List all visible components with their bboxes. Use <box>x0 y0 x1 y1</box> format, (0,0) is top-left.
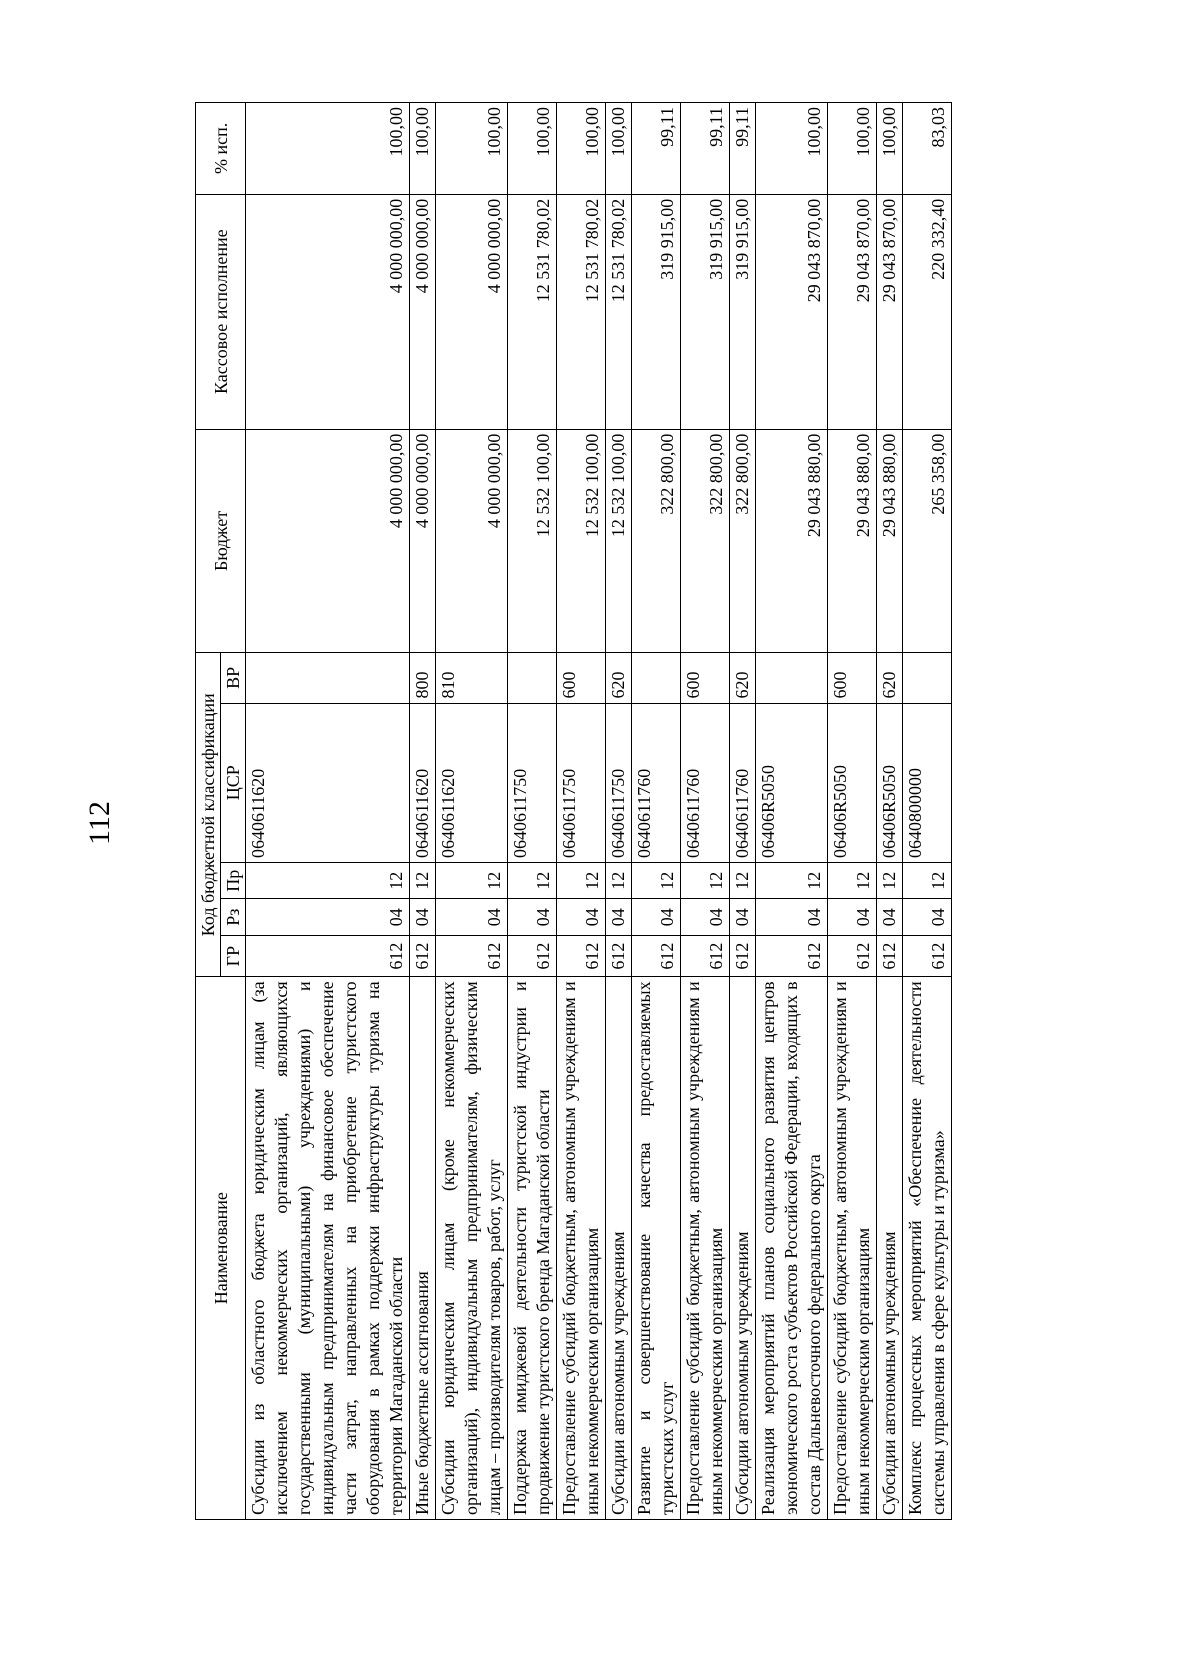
table-row <box>436 103 508 1520</box>
cell-cash: 319 915,00 <box>632 194 681 429</box>
table-row <box>606 103 632 1520</box>
cell-name: Предоставление субсидий бюджетным, автономным учреждениям и иным некоммерческим организациям <box>557 977 606 1520</box>
cell-pr: 12 <box>246 863 410 899</box>
cell-cash: 4 000 000,00 <box>410 194 436 429</box>
cell-vr: 810 <box>436 653 508 703</box>
header-gr: ГР <box>221 935 246 976</box>
cell-budget: 265 358,00 <box>903 429 952 653</box>
header-pr: Пр <box>221 863 246 899</box>
cell-budget: 29 043 880,00 <box>828 429 877 653</box>
cell-pct: 99,11 <box>730 103 756 195</box>
cell-vr: 620 <box>606 653 632 703</box>
header-budget: Бюджет <box>196 429 246 653</box>
cell-name: Субсидии автономным учреждениям <box>606 977 632 1520</box>
cell-rz: 04 <box>246 899 410 935</box>
table-row <box>730 103 756 1520</box>
cell-gr: 612 <box>828 935 877 976</box>
cell-csr: 0640611620 <box>436 703 508 863</box>
header-csr: ЦСР <box>221 703 246 863</box>
cell-rz: 04 <box>756 899 828 935</box>
table-row <box>246 103 410 1520</box>
cell-budget: 12 532 100,00 <box>606 429 632 653</box>
cell-name: Поддержка имиджевой деятельности туристской индустрии и продвижение туристского бренда Магаданской области <box>508 977 557 1520</box>
cell-rz: 04 <box>877 899 903 935</box>
cell-rz: 04 <box>436 899 508 935</box>
cell-budget: 12 532 100,00 <box>508 429 557 653</box>
cell-gr: 612 <box>903 935 952 976</box>
cell-gr: 612 <box>681 935 730 976</box>
cell-csr: 0640611760 <box>730 703 756 863</box>
cell-rz: 04 <box>828 899 877 935</box>
cell-name: Субсидии из областного бюджета юридическим лицам (за исключением некоммерческих организаций, являющихся государственными (муниципальными) учреждениями) и индивидуальным предпринимателям на финансовое обеспечение части затрат, направленных на приобретение туристского оборудования в рамках поддержки инфраструктуры туризма на территории Магаданской области <box>246 977 410 1520</box>
cell-pr: 12 <box>508 863 557 899</box>
cell-pr: 12 <box>606 863 632 899</box>
cell-name: Иные бюджетные ассигнования <box>410 977 436 1520</box>
cell-rz: 04 <box>557 899 606 935</box>
cell-gr: 612 <box>246 935 410 976</box>
table-row <box>877 103 903 1520</box>
cell-pct: 100,00 <box>436 103 508 195</box>
cell-csr: 0640611620 <box>246 703 410 863</box>
cell-budget: 29 043 880,00 <box>756 429 828 653</box>
cell-pct: 100,00 <box>410 103 436 195</box>
cell-name: Субсидии автономным учреждениям <box>877 977 903 1520</box>
cell-csr: 0640611750 <box>557 703 606 863</box>
cell-pr: 12 <box>632 863 681 899</box>
cell-rz: 04 <box>730 899 756 935</box>
table-row <box>557 103 606 1520</box>
table-row <box>410 103 436 1520</box>
cell-csr: 06406R5050 <box>756 703 828 863</box>
cell-csr: 0640800000 <box>903 703 952 863</box>
cell-gr: 612 <box>877 935 903 976</box>
cell-gr: 612 <box>508 935 557 976</box>
cell-vr: 800 <box>410 653 436 703</box>
cell-pr: 12 <box>756 863 828 899</box>
cell-name: Развитие и совершенствование качества предоставляемых туристских услуг <box>632 977 681 1520</box>
cell-rz: 04 <box>681 899 730 935</box>
cell-name: Предоставление субсидий бюджетным, автономным учреждениям и иным некоммерческим организациям <box>681 977 730 1520</box>
budget-table <box>195 102 952 1520</box>
cell-pr: 12 <box>828 863 877 899</box>
cell-vr <box>508 653 557 703</box>
cell-csr: 0640611620 <box>410 703 436 863</box>
cell-pct: 100,00 <box>606 103 632 195</box>
cell-budget: 322 800,00 <box>730 429 756 653</box>
cell-gr: 612 <box>410 935 436 976</box>
cell-gr: 612 <box>632 935 681 976</box>
table-row <box>903 103 952 1520</box>
cell-pct: 100,00 <box>877 103 903 195</box>
cell-vr: 600 <box>681 653 730 703</box>
cell-rz: 04 <box>903 899 952 935</box>
cell-gr: 612 <box>557 935 606 976</box>
table-row <box>508 103 557 1520</box>
header-name: Наименование <box>196 977 246 1520</box>
cell-rz: 04 <box>632 899 681 935</box>
cell-cash: 319 915,00 <box>730 194 756 429</box>
cell-name: Предоставление субсидий бюджетным, автономным учреждениям и иным некоммерческим организациям <box>828 977 877 1520</box>
cell-pr: 12 <box>903 863 952 899</box>
cell-pct: 99,11 <box>632 103 681 195</box>
cell-cash: 220 332,40 <box>903 194 952 429</box>
cell-csr: 0640611760 <box>632 703 681 863</box>
cell-budget: 4 000 000,00 <box>246 429 410 653</box>
cell-cash: 12 531 780,02 <box>606 194 632 429</box>
cell-vr <box>632 653 681 703</box>
page-number: 112 <box>83 801 116 845</box>
cell-pr: 12 <box>877 863 903 899</box>
cell-cash: 4 000 000,00 <box>246 194 410 429</box>
cell-gr: 612 <box>606 935 632 976</box>
header-pct: % исп. <box>196 103 246 195</box>
cell-cash: 319 915,00 <box>681 194 730 429</box>
cell-budget: 12 532 100,00 <box>557 429 606 653</box>
cell-rz: 04 <box>508 899 557 935</box>
cell-csr: 0640611750 <box>508 703 557 863</box>
cell-pct: 100,00 <box>508 103 557 195</box>
cell-vr: 600 <box>557 653 606 703</box>
header-cash: Кассовое исполнение <box>196 194 246 429</box>
cell-pct: 99,11 <box>681 103 730 195</box>
header-code-group: Код бюджетной классификации <box>196 653 221 977</box>
header-rz: Рз <box>221 899 246 935</box>
cell-pr: 12 <box>436 863 508 899</box>
cell-pct: 100,00 <box>828 103 877 195</box>
cell-name: Реализация мероприятий планов социального развития центров экономического роста субъектов Российской Федерации, входящих в состав Дальневосточного федерального округа <box>756 977 828 1520</box>
cell-pr: 12 <box>410 863 436 899</box>
table-row <box>681 103 730 1520</box>
cell-budget: 322 800,00 <box>681 429 730 653</box>
cell-name: Субсидии юридическим лицам (кроме некоммерческих организаций), индивидуальным предпринимателям, физическим лицам – производителям товаров, работ, услуг <box>436 977 508 1520</box>
cell-pr: 12 <box>557 863 606 899</box>
cell-cash: 12 531 780,02 <box>508 194 557 429</box>
cell-cash: 29 043 870,00 <box>877 194 903 429</box>
cell-cash: 29 043 870,00 <box>756 194 828 429</box>
cell-rz: 04 <box>410 899 436 935</box>
table-row <box>828 103 877 1520</box>
cell-pr: 12 <box>730 863 756 899</box>
cell-pct: 100,00 <box>246 103 410 195</box>
cell-budget: 4 000 000,00 <box>436 429 508 653</box>
cell-csr: 0640611760 <box>681 703 730 863</box>
cell-gr: 612 <box>730 935 756 976</box>
cell-vr: 620 <box>877 653 903 703</box>
cell-budget: 322 800,00 <box>632 429 681 653</box>
cell-vr <box>903 653 952 703</box>
cell-cash: 4 000 000,00 <box>436 194 508 429</box>
cell-cash: 29 043 870,00 <box>828 194 877 429</box>
table-row <box>632 103 681 1520</box>
cell-vr <box>756 653 828 703</box>
cell-vr: 620 <box>730 653 756 703</box>
cell-pct: 83,03 <box>903 103 952 195</box>
cell-rz: 04 <box>606 899 632 935</box>
cell-vr <box>246 653 410 703</box>
cell-budget: 4 000 000,00 <box>410 429 436 653</box>
table-header <box>196 103 246 1520</box>
cell-csr: 06406R5050 <box>828 703 877 863</box>
rotated-table-container <box>195 102 1075 1520</box>
cell-gr: 612 <box>436 935 508 976</box>
cell-csr: 0640611750 <box>606 703 632 863</box>
cell-pr: 12 <box>681 863 730 899</box>
table-row <box>756 103 828 1520</box>
table-body <box>246 103 952 1520</box>
cell-pct: 100,00 <box>756 103 828 195</box>
cell-name: Комплекс процессных мероприятий «Обеспечение деятельности системы управления в сфере культуры и туризма» <box>903 977 952 1520</box>
cell-pct: 100,00 <box>557 103 606 195</box>
cell-cash: 12 531 780,02 <box>557 194 606 429</box>
cell-vr: 600 <box>828 653 877 703</box>
cell-gr: 612 <box>756 935 828 976</box>
cell-csr: 06406R5050 <box>877 703 903 863</box>
cell-name: Субсидии автономным учреждениям <box>730 977 756 1520</box>
header-vr: ВР <box>221 653 246 703</box>
cell-budget: 29 043 880,00 <box>877 429 903 653</box>
